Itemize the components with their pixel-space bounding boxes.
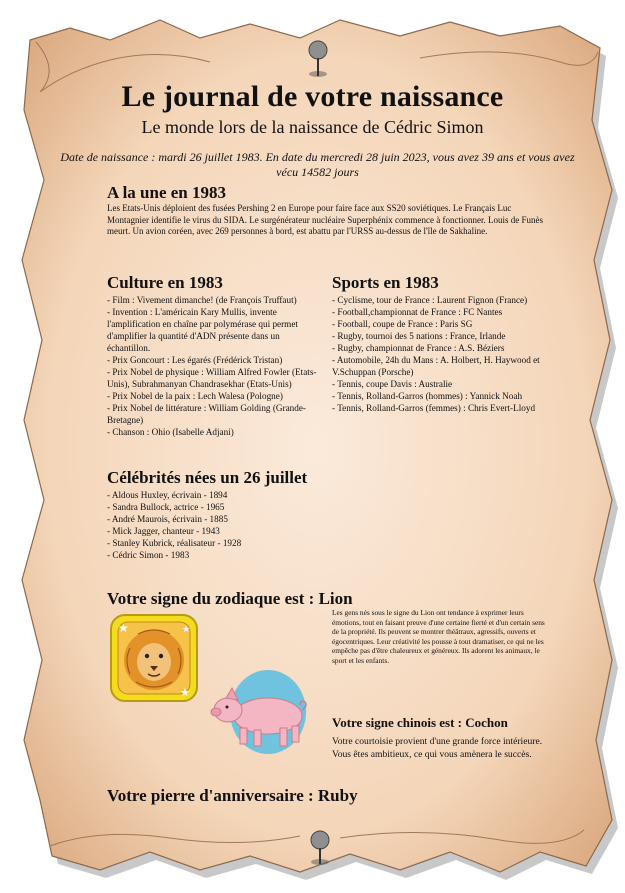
headline-section [107, 183, 547, 238]
list-item: - Tennis, coupe Davis : Australie [332, 379, 453, 389]
svg-text:★: ★ [118, 621, 129, 635]
chinese-text: Votre courtoisie provient d'une grande force intérieure. Vous êtes ambitieux, ce qui vous amènera le succès. [332, 736, 543, 760]
sports-list [332, 294, 548, 414]
list-item: - Stanley Kubrick, réalisateur - 1928 [107, 538, 242, 548]
birthstone-heading: Votre pierre d'anniversaire : Ruby [107, 786, 358, 805]
list-item: - Cyclisme, tour de France : Laurent Fignon (France) [332, 295, 528, 305]
list-item: - Rugby, tournoi des 5 nations : France, Irlande [332, 331, 506, 341]
list-item: - Prix Goncourt : Les égarés (Frédérick Tristan) [107, 355, 283, 365]
list-item: - Football, coupe de France : Paris SG [332, 319, 473, 329]
list-item: - Automobile, 24h du Mans : A. Holbert, H. Haywood et V.Schuppan (Porsche) [332, 355, 540, 377]
list-item: - Invention : L'américain Kary Mullis, invente l'amplification en chaîne par polymérase qui permet d'amplifier la quantité d'ADN présente dans un échantillon. [107, 307, 298, 353]
list-item: - Rugby, championnat de France : A.S. Béziers [332, 343, 505, 353]
list-item: - Cédric Simon - 1983 [107, 550, 190, 560]
svg-text:★: ★ [180, 686, 190, 699]
list-item: - Film : Vivement dimanche! (de François Truffaut) [107, 295, 297, 305]
zodiac-text: Les gens nés sous le signe du Lion ont tendance à exprimer leurs émotions, tout en faisant preuve d'une certaine fierté et d'un certain sens de la propriété. Ils peuvent se montrer théâtraux, agressifs, ouverts et égocentriques. Leur créativité les pousse à tout dramatiser, ce qui ne les empêche pas d'être chaleureux et généreux. Ils adorent les animaux, le sport et les enfants. [332, 608, 545, 665]
headline-text: Les Etats-Unis déploient des fusées Pershing 2 en Europe pour faire face aux SS20 soviétiques. Le Français Luc Montagnier identifie le virus du SIDA. Le surgénérateur nucléaire Superphénix commence à fonctionner. Louis de Funès meurt. Un avion coréen, avec 269 personnes à bord, est abattu par l'URSS au-dessus de l'île de Sakhaline. [107, 203, 543, 237]
list-item: - Prix Nobel de physique : William Alfred Fowler (Etats-Unis), Subrahmanyan Chandrasekhar (Etats-Unis) [107, 367, 317, 389]
culture-heading: Culture en 1983 [107, 273, 223, 292]
lion-icon [108, 612, 200, 704]
sports-heading: Sports en 1983 [332, 273, 439, 292]
list-item: - Sandra Bullock, actrice - 1965 [107, 502, 225, 512]
page-title: Le journal de votre naissance [121, 80, 504, 113]
list-item: - Football,championnat de France : FC Nantes [332, 307, 503, 317]
list-item: - Chanson : Ohio (Isabelle Adjani) [107, 427, 234, 437]
pig-icon [210, 668, 310, 764]
list-item: - Prix Nobel de littérature : William Golding (Grande-Bretagne) [107, 403, 306, 425]
list-item: - André Maurois, écrivain - 1885 [107, 514, 228, 524]
birth-dateline: Date de naissance : mardi 26 juillet 1983. En date du mercredi 28 juin 2023, vous avez 39 ans et vous avez vécu 14582 jours [60, 150, 575, 179]
zodiac-heading: Votre signe du zodiaque est : Lion [107, 589, 353, 608]
culture-section [107, 273, 319, 438]
list-item: - Prix Nobel de la paix : Lech Walesa (Pologne) [107, 391, 283, 401]
list-item: - Mick Jagger, chanteur - 1943 [107, 526, 220, 536]
culture-list [107, 294, 319, 438]
celebrities-section [107, 468, 367, 561]
celebrities-heading: Célébrités nées un 26 juillet [107, 468, 308, 487]
list-item: - Tennis, Rolland-Garros (hommes) : Yannick Noah [332, 391, 523, 401]
chinese-heading: Votre signe chinois est : Cochon [332, 715, 508, 730]
sports-section [332, 273, 548, 414]
list-item: - Tennis, Rolland-Garros (femmes) : Chris Evert-Lloyd [332, 403, 536, 413]
celebrities-list [107, 489, 367, 561]
page-subtitle: Le monde lors de la naissance de Cédric Simon [141, 117, 484, 137]
list-item: - Aldous Huxley, écrivain - 1894 [107, 490, 228, 500]
svg-text:★: ★ [182, 625, 191, 635]
chinese-sign-section [332, 715, 547, 761]
headline-heading: A la une en 1983 [107, 183, 227, 202]
